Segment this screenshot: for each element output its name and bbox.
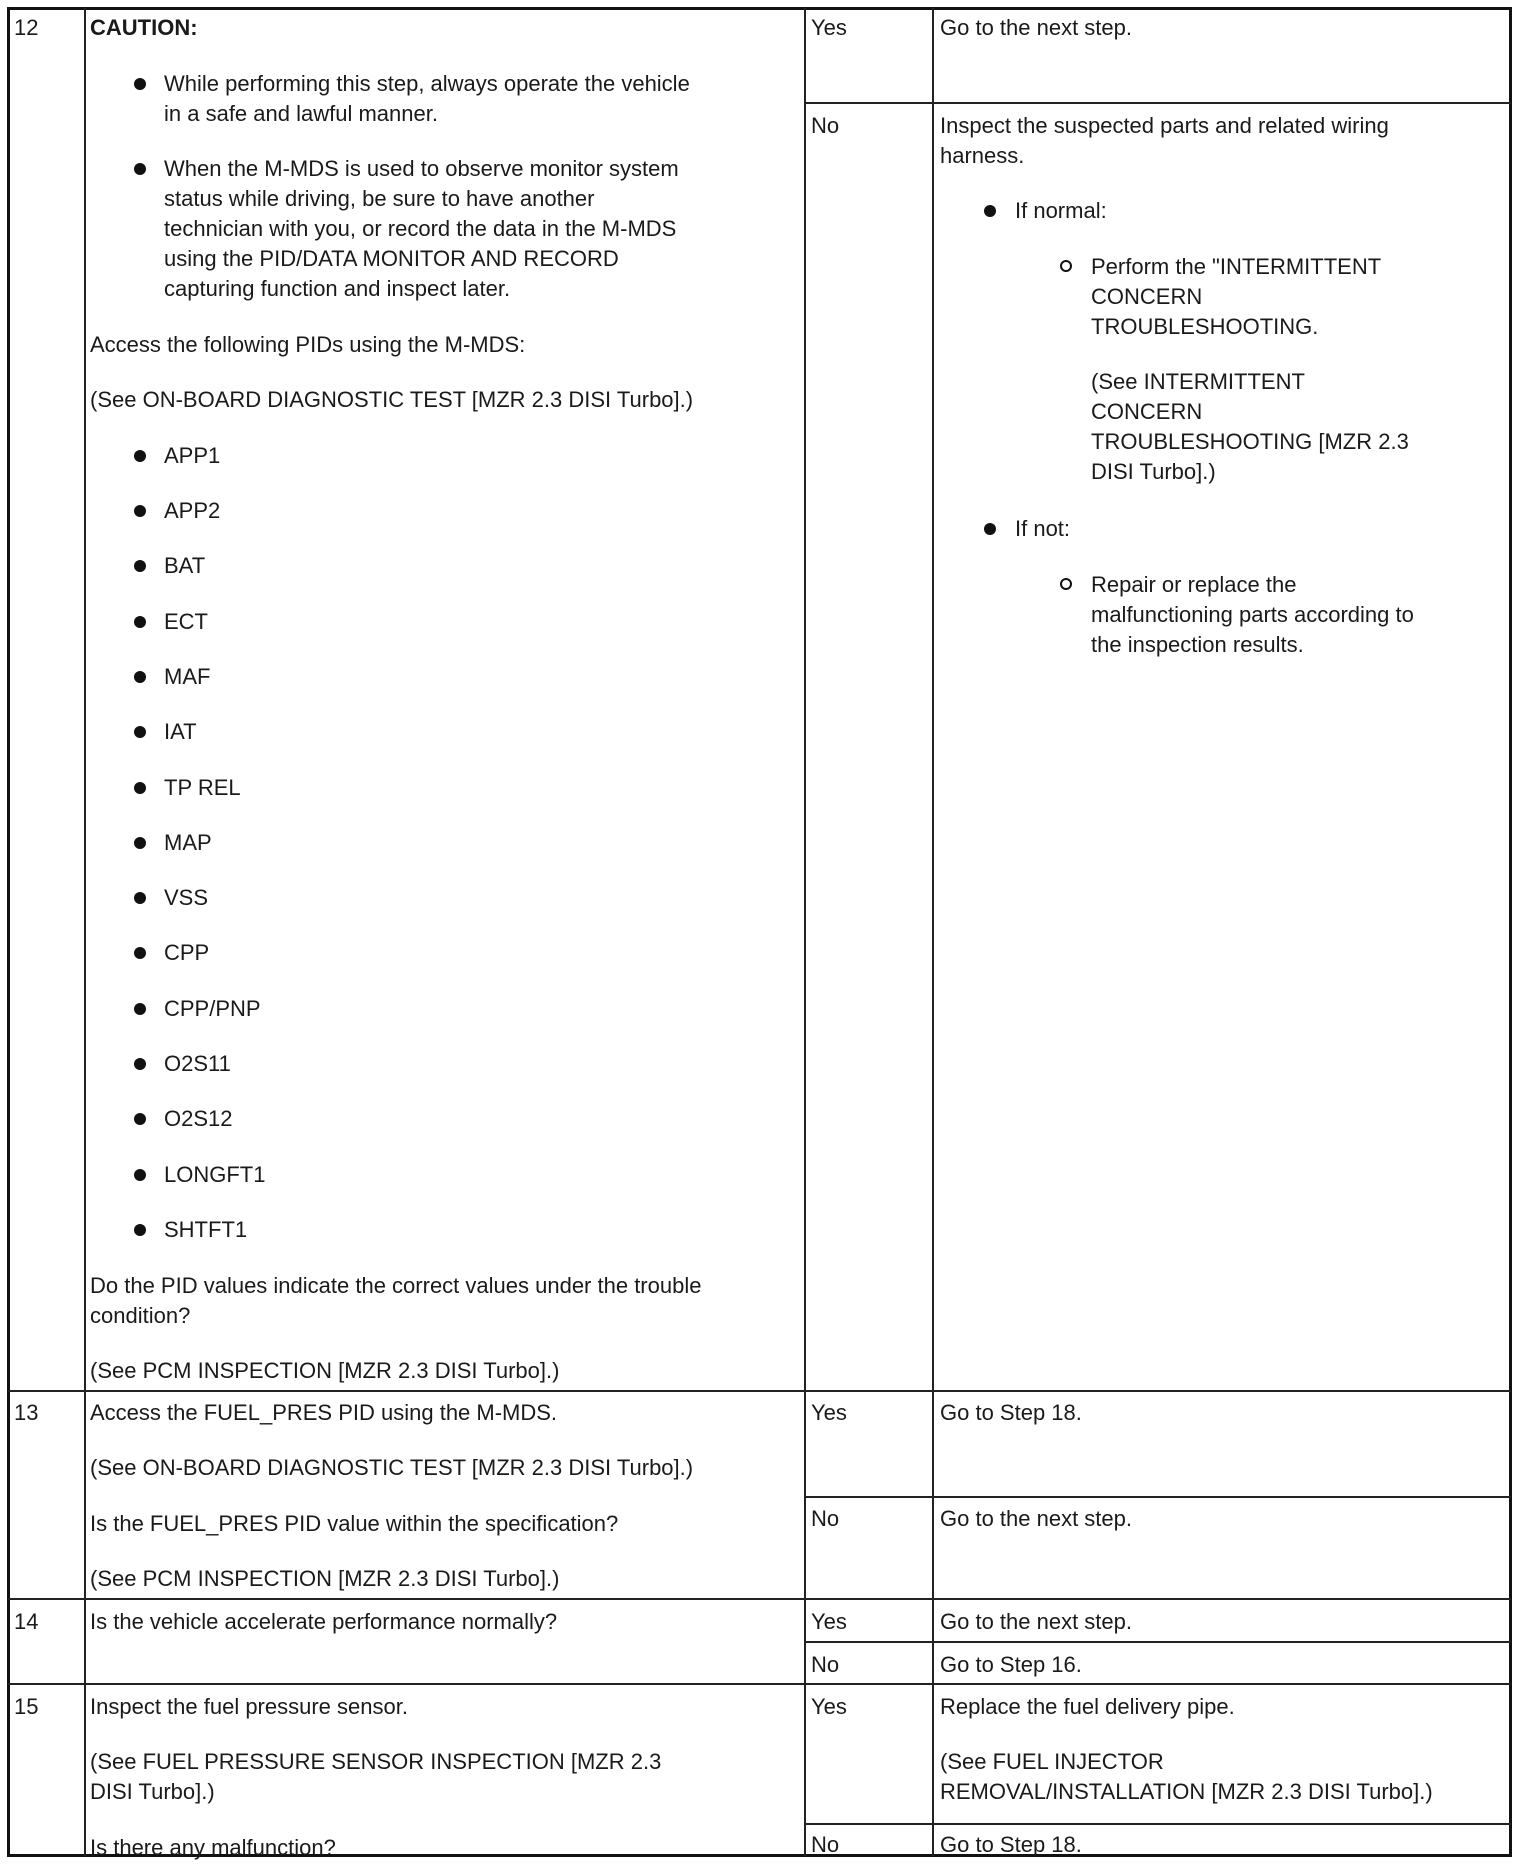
action-text: Inspect the fuel pressure sensor. <box>90 1694 408 1719</box>
no-action: harness. <box>940 143 1025 168</box>
if-not-label: If not: <box>1015 516 1071 541</box>
no-label: No <box>811 1652 840 1677</box>
bullet-icon <box>134 1113 146 1125</box>
not-action: malfunctioning parts according to <box>1091 602 1414 627</box>
action-text: Access the FUEL_PRES PID using the M-MDS. <box>90 1400 558 1425</box>
row-divider-13-14 <box>8 1598 1511 1600</box>
bullet-icon <box>134 1224 146 1236</box>
bullet-icon <box>134 450 146 462</box>
col-divider-action <box>804 8 806 1856</box>
yes-action: Replace the fuel delivery pipe. <box>940 1694 1235 1719</box>
pid-item: O2S11 <box>164 1051 231 1076</box>
see-reference: REMOVAL/INSTALLATION [MZR 2.3 DISI Turbo].) <box>940 1779 1433 1804</box>
pid-item: ECT <box>164 609 208 634</box>
bullet-icon <box>134 505 146 517</box>
no-action: Go to the next step. <box>940 1506 1133 1531</box>
caution-text: capturing function and inspect later. <box>164 276 511 301</box>
caution-text: using the PID/DATA MONITOR AND RECORD <box>164 246 619 271</box>
pid-item: BAT <box>164 553 206 578</box>
no-action: Inspect the suspected parts and related wiring <box>940 113 1389 138</box>
step-number: 13 <box>14 1400 39 1425</box>
sub-bullet-icon <box>1060 260 1072 272</box>
bullet-icon <box>134 671 146 683</box>
see-reference: (See FUEL PRESSURE SENSOR INSPECTION [MZR 2.3 <box>90 1749 662 1774</box>
pid-item: APP2 <box>164 498 221 523</box>
see-reference: CONCERN <box>1091 399 1203 424</box>
bullet-icon <box>134 726 146 738</box>
normal-action: CONCERN <box>1091 284 1203 309</box>
not-action: the inspection results. <box>1091 632 1304 657</box>
row12-yesno-divider <box>804 102 1511 104</box>
step-number: 14 <box>14 1609 39 1634</box>
pid-item: CPP <box>164 940 210 965</box>
question-text: Is the vehicle accelerate performance normally? <box>90 1609 558 1634</box>
bullet-icon <box>134 163 146 175</box>
bullet-icon <box>134 892 146 904</box>
see-reference: DISI Turbo].) <box>90 1779 215 1804</box>
pid-item: MAP <box>164 830 212 855</box>
see-reference: TROUBLESHOOTING [MZR 2.3 <box>1091 429 1409 454</box>
bullet-icon <box>134 837 146 849</box>
pid-item: TP REL <box>164 775 241 800</box>
caution-text: When the M-MDS is used to observe monitor system <box>164 156 679 181</box>
caution-text: While performing this step, always operate the vehicle <box>164 71 690 96</box>
bullet-icon <box>134 782 146 794</box>
yes-label: Yes <box>811 1609 847 1634</box>
sub-bullet-icon <box>1060 578 1072 590</box>
step-number: 15 <box>14 1694 39 1719</box>
bullet-icon <box>134 1058 146 1070</box>
row15-yesno-divider <box>804 1823 1511 1825</box>
row14-yesno-divider <box>804 1641 1511 1643</box>
bullet-icon <box>134 616 146 628</box>
row13-yesno-divider <box>804 1496 1511 1498</box>
caution-title: CAUTION: <box>90 15 198 40</box>
bullet-icon <box>134 78 146 90</box>
see-reference: (See PCM INSPECTION [MZR 2.3 DISI Turbo].) <box>90 1566 560 1591</box>
question-text: Is there any malfunction? <box>90 1835 336 1860</box>
pid-item: LONGFT1 <box>164 1162 266 1187</box>
pid-item: CPP/PNP <box>164 996 261 1021</box>
pid-item: IAT <box>164 719 197 744</box>
caution-text: technician with you, or record the data in the M-MDS <box>164 216 677 241</box>
normal-action: TROUBLESHOOTING. <box>1091 314 1319 339</box>
no-label: No <box>811 113 840 138</box>
pid-item: MAF <box>164 664 211 689</box>
pid-item: O2S12 <box>164 1106 233 1131</box>
not-action: Repair or replace the <box>1091 572 1297 597</box>
no-label: No <box>811 1832 840 1857</box>
see-reference: (See INTERMITTENT <box>1091 369 1305 394</box>
yes-action: Go to the next step. <box>940 1609 1133 1634</box>
no-action: Go to Step 16. <box>940 1652 1082 1677</box>
bullet-icon <box>134 1003 146 1015</box>
pid-item: APP1 <box>164 443 221 468</box>
pid-item: VSS <box>164 885 209 910</box>
yes-action: Go to Step 18. <box>940 1400 1082 1425</box>
yes-action: Go to the next step. <box>940 15 1133 40</box>
caution-text: in a safe and lawful manner. <box>164 101 438 126</box>
row-divider-14-15 <box>8 1683 1511 1685</box>
bullet-icon <box>134 1169 146 1181</box>
normal-action: Perform the "INTERMITTENT <box>1091 254 1382 279</box>
no-label: No <box>811 1506 840 1531</box>
access-pids-text: Access the following PIDs using the M-MDS: <box>90 332 526 357</box>
see-reference: (See ON-BOARD DIAGNOSTIC TEST [MZR 2.3 DISI Turbo].) <box>90 1455 694 1480</box>
bullet-icon <box>984 205 996 217</box>
bullet-icon <box>984 523 996 535</box>
caution-text: status while driving, be sure to have another <box>164 186 595 211</box>
see-reference: DISI Turbo].) <box>1091 459 1216 484</box>
col-divider-step <box>84 8 86 1856</box>
yes-label: Yes <box>811 1400 847 1425</box>
if-normal-label: If normal: <box>1015 198 1107 223</box>
yes-label: Yes <box>811 15 847 40</box>
bullet-icon <box>134 947 146 959</box>
col-divider-result <box>932 8 934 1856</box>
bullet-icon <box>134 560 146 572</box>
row-divider-12-13 <box>8 1390 1511 1392</box>
step-number: 12 <box>14 15 39 40</box>
no-action: Go to Step 18. <box>940 1832 1082 1857</box>
question-text: condition? <box>90 1303 191 1328</box>
see-reference: (See FUEL INJECTOR <box>940 1749 1164 1774</box>
see-reference: (See PCM INSPECTION [MZR 2.3 DISI Turbo].) <box>90 1358 560 1383</box>
see-reference: (See ON-BOARD DIAGNOSTIC TEST [MZR 2.3 DISI Turbo].) <box>90 387 694 412</box>
pid-item: SHTFT1 <box>164 1217 248 1242</box>
yes-label: Yes <box>811 1694 847 1719</box>
question-text: Do the PID values indicate the correct values under the trouble <box>90 1273 702 1298</box>
question-text: Is the FUEL_PRES PID value within the specification? <box>90 1511 619 1536</box>
